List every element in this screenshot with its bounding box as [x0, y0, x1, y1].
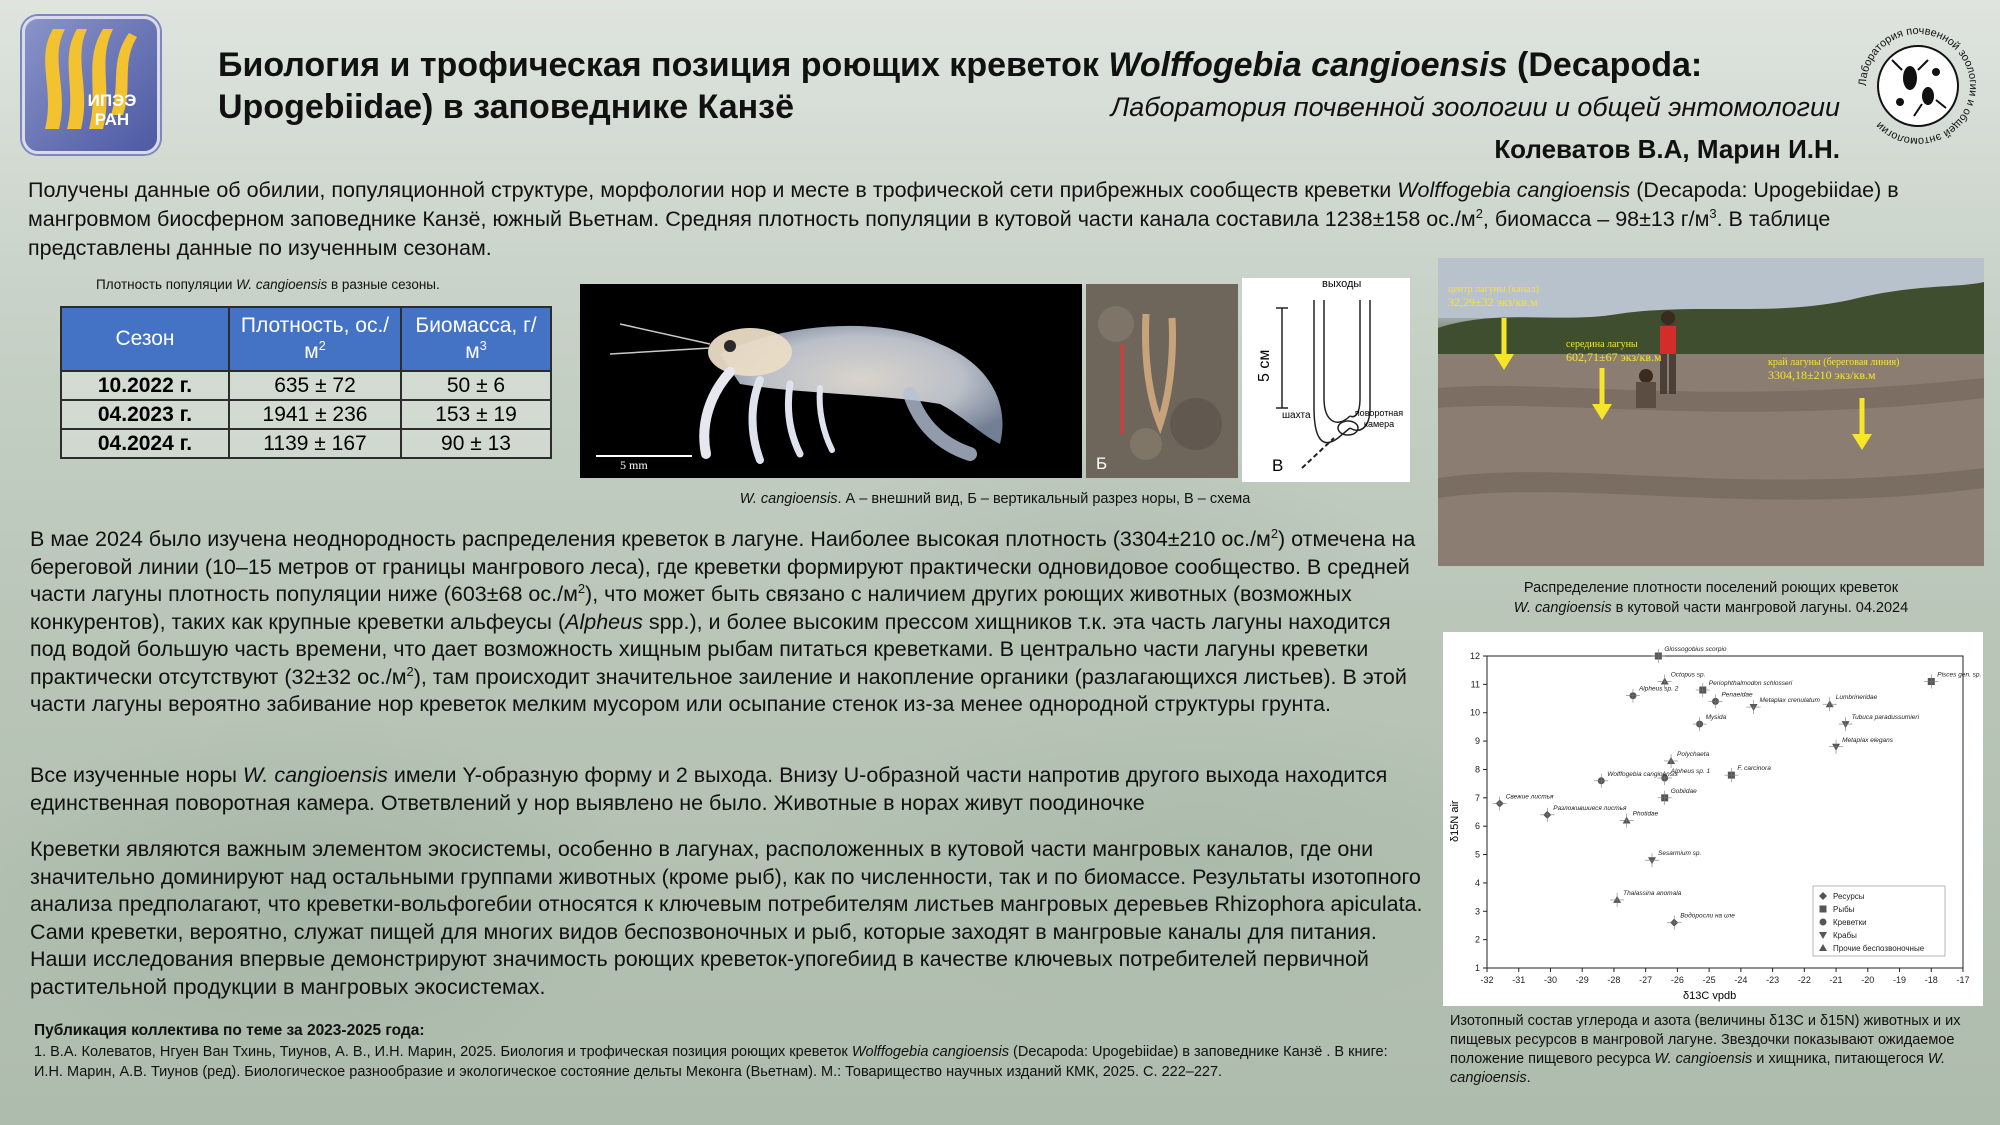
logo-text-ipee: ИПЭЭ — [87, 91, 137, 110]
y-tick-label: 10 — [1469, 707, 1480, 718]
table-caption: Плотность популяции W. cangioensis в разные сезоны. — [96, 277, 440, 292]
y-tick-label: 12 — [1469, 651, 1480, 661]
legend-entry: Ресурсы — [1833, 892, 1865, 901]
page-title: Биология и трофическая позиция роющих креветок Wolffogebia cangioensis (Decapoda: Upogebiidae) в заповеднике Канзё — [218, 46, 1703, 126]
col-season: Сезон — [61, 307, 229, 371]
scale-label: 5 mm — [620, 458, 648, 472]
lab-logo — [1848, 16, 1988, 156]
burrow-scheme — [1242, 278, 1410, 482]
y-tick-label: 1 — [1474, 963, 1480, 973]
lagoon-photo — [1438, 258, 1984, 566]
density-table — [60, 306, 552, 459]
point-label: Lumbrineridae — [1835, 694, 1878, 702]
paragraph-burrows: Все изученные норы W. cangioensis имели Y-образную форму и 2 выхода. Внизу U-образной части напротив другого выхода находится единственная поворотная камера. Ответвлений у нор выявлено не было. Животные в норах живут поодиночке — [30, 763, 1388, 815]
y-tick-label: 5 — [1474, 849, 1480, 860]
label-v: В — [1272, 456, 1284, 475]
x-tick-label: -22 — [1797, 975, 1811, 985]
intro-paragraph: Получены данные об обилии, популяционной структуре, морфологии нор и месте в трофической сети прибрежных сообществ креветки Wolffogebia cangioensis (Decapoda: Upogebiidae) в мангровмом биосферном заповеднике Канзё, южный Вьетнам. Средняя плотность популяции в кутовой части канала составила 1238±158 $ос./м^2$, биомасса – 98±13 $г/м^3$. В таблице представлены данные по изученным сезонам. — [28, 178, 1899, 260]
label-edge: край лагуны (береговая линия) 3304,18±210 экз/кв.м — [1768, 357, 1900, 382]
x-tick-label: -23 — [1766, 975, 1780, 985]
scheme-shaft: шахта — [1282, 410, 1311, 421]
point-label: Metaplax elegans — [1842, 736, 1894, 744]
x-tick-label: -20 — [1861, 975, 1875, 985]
point-label: Wolffogebia cangioensis — [1607, 770, 1678, 778]
x-tick-label: -32 — [1480, 975, 1494, 985]
burrow-section-photo — [1086, 284, 1238, 478]
shrimp-icon — [580, 284, 1082, 478]
legend-entry: Крабы — [1833, 931, 1857, 940]
point-label: F. carcinora — [1737, 765, 1771, 773]
publications-title: Публикация коллектива по теме за 2023-2025 года: — [34, 1022, 425, 1039]
lagoon-caption: Распределение плотности поселений роющих креветок W. cangioensis в кутовой части мангровой лагуны. 04.2024 — [1513, 580, 1909, 616]
scheme-chamber: поворотная камера — [1354, 408, 1404, 429]
point-label: Polychaeta — [1677, 750, 1710, 758]
y-tick-label: 4 — [1474, 877, 1480, 888]
point-label: Photidae — [1632, 810, 1659, 818]
iso-ylabel: δ15N air — [1449, 800, 1461, 842]
y-tick-label: 7 — [1474, 792, 1480, 803]
point-label: Sesarmium sp. — [1658, 850, 1702, 858]
table-row: 04.2023 г. 1941 ± 236 153 ± 19 — [61, 400, 551, 429]
label-center: центр лагуны (канал) 32,29±32 экз/кв.м — [1448, 284, 1539, 309]
lab-name: Лаборатория почвенной зоологии и общей энтомологии — [1110, 92, 1840, 122]
isotope-caption: Изотопный состав углерода и азота (величины δ13С и δ15N) животных и их пищевых ресурсов в мангровой лагуне. Звездочки показывают ожидаемое положение пищевого ресурса W. cangioensis и хищника, питающегося W. cangioensis. — [1450, 1013, 1961, 1086]
y-tick-label: 6 — [1474, 821, 1480, 832]
point-label: Gobiidae — [1670, 787, 1697, 795]
x-tick-label: -18 — [1924, 975, 1938, 985]
point-label: Pisces gen. sp. — [1937, 671, 1982, 679]
x-tick-label: -31 — [1512, 975, 1526, 985]
point-label: Octopus sp. — [1670, 671, 1706, 679]
point-label: Водоросли на иле — [1680, 912, 1735, 920]
x-tick-label: -17 — [1956, 975, 1970, 985]
legend-entry: Прочие беспозвоночные — [1833, 944, 1925, 953]
x-tick-label: -27 — [1639, 975, 1653, 985]
logo-waves-icon — [25, 19, 157, 151]
x-tick-label: -30 — [1543, 975, 1557, 985]
point-label: Glossogobius scorpio — [1664, 646, 1727, 653]
point-label: Periophthalmodon schlosseri — [1708, 680, 1793, 688]
isotope-chart — [1443, 632, 1983, 1006]
label-middle: середина лагуны 602,71±67 экз/кв.м — [1566, 339, 1662, 364]
data-point-legend-1 — [1820, 906, 1827, 913]
col-density: Плотность, $ос./м^2$ — [229, 307, 401, 371]
y-tick-label: 11 — [1470, 679, 1480, 690]
scheme-scale: 5 см — [1256, 349, 1273, 382]
y-tick-label: 2 — [1474, 934, 1480, 945]
point-label: Alpheus sp. 2 — [1638, 685, 1679, 693]
x-tick-label: -29 — [1575, 975, 1589, 985]
shrimp-photo — [580, 284, 1082, 478]
legend-entry: Рыбы — [1833, 905, 1855, 914]
title-species: Wolffogebia cangioensis — [1108, 46, 1508, 84]
logo-ring-text: Лаборатория почвенной зоологии и общей энтомологии — [1856, 24, 1980, 148]
y-tick-label: 3 — [1474, 906, 1480, 917]
point-label: Thalassina anomala — [1623, 889, 1682, 897]
paragraph-ecosystem: Креветки являются важным элементом экосистемы, особенно в лагунах, расположенных в кутовой части мангровых каналов, где они значительно доминируют над остальными группами животных (кроме рыб), как по численности, так и по биомассе. Результаты изотопного анализа предполагают, что креветки-вольфогебии относятся к ключевым потребителям листьев мангровых деревьев Rhizophora apiculata. Сами креветки, вероятно, служат пищей для многих видов беспозвоночных и рыб, которые заходят в мангровые каналы для питания. Наши исследования впервые демонстрируют значимость роющих креветок-упогебиид в качестве ключевых потребителей первичной растительной продукции в мангровых экосистемах. — [30, 837, 1423, 999]
ipee-ras-logo — [22, 16, 160, 154]
table-row: 04.2024 г. 1139 ± 167 90 ± 13 — [61, 429, 551, 458]
scheme-exits: выходы — [1322, 278, 1362, 290]
label-b: Б — [1096, 454, 1108, 473]
x-tick-label: -26 — [1670, 975, 1684, 985]
y-tick-label: 9 — [1474, 736, 1480, 747]
point-label: Разложившиеся листья — [1553, 804, 1627, 812]
col-biomass: Биомасса, $г/м^3$ — [401, 307, 551, 371]
x-tick-label: -28 — [1607, 975, 1621, 985]
x-tick-label: -25 — [1702, 975, 1716, 985]
legend-entry: Креветки — [1833, 918, 1867, 927]
table-row: 10.2022 г. 635 ± 72 50 ± 6 — [61, 371, 551, 400]
paragraph-distribution: В мае 2024 было изучена неоднородность распределения креветок в лагуне. Наиболее высокая плотность (3304±210 $ос./м^2$) отмечена на береговой линии (10–15 метров от границы мангрового леса), где креветки формируют практически одновидовое сообщество. В средней части лагуны плотность популяции ниже (603±68 $ос./м^2$), что может быть связано с наличием других роющих животных (возможных конкурентов), таких как крупные креветки альфеусы (Alpheus spp.), и более высоким прессом хищников т.к. эта часть лагуны находится под водой большую часть времени, что дает возможность хищным рыбам питаться креветками. В центрально части лагуны креветки практически отсутствуют (32±32 $ос./м^2$), там происходит значительное заиление и накопление органики (разлагающихся листьев). В этой части лагуны вероятно забивание нор креветок мелким мусором или осыпание стенок из-за менее однородной структуры грунта. — [30, 525, 1416, 716]
y-tick-label: 8 — [1474, 764, 1480, 775]
x-tick-label: -19 — [1893, 975, 1907, 985]
point-label: Свежие листья — [1505, 793, 1554, 801]
logo-text-ras: РАН — [94, 110, 130, 129]
authors: Колеватов В.А, Марин И.Н. — [1494, 134, 1840, 164]
point-label: Metaplax crenulatum — [1759, 697, 1820, 705]
x-tick-label: -24 — [1734, 975, 1748, 985]
data-point-legend-2 — [1820, 919, 1827, 926]
point-label: Tubuca paradussumieri — [1851, 714, 1920, 722]
point-label: Penaeidae — [1721, 691, 1753, 699]
x-tick-label: -21 — [1829, 975, 1843, 985]
burrow-figure-caption: W. cangioensis. А – внешний вид, Б – вертикальный разрез норы, В – схема — [739, 491, 1251, 507]
point-label: Mysida — [1705, 714, 1727, 722]
point-label: Alpheus sp. 1 — [1670, 767, 1711, 775]
iso-xlabel: δ13C vpdb — [1683, 990, 1737, 1002]
publication-item: 1. В.А. Колеватов, Нгуен Ван Тхинь, Тиунов, А. В., И.Н. Марин, 2025. Биология и трофическая позиция роющих креветок Wolffogebia cangioensis (Decapoda: Upogebiidae) в заповеднике Канзё . В книге: И.Н. Марин, А.В. Тиунов (ред). Биологическое разнообразие и экологическое состояние дельты Меконга (Вьетнам). М.: Товарищество научных изданий КМК, 2025. С. 222–227. — [34, 1044, 1388, 1080]
